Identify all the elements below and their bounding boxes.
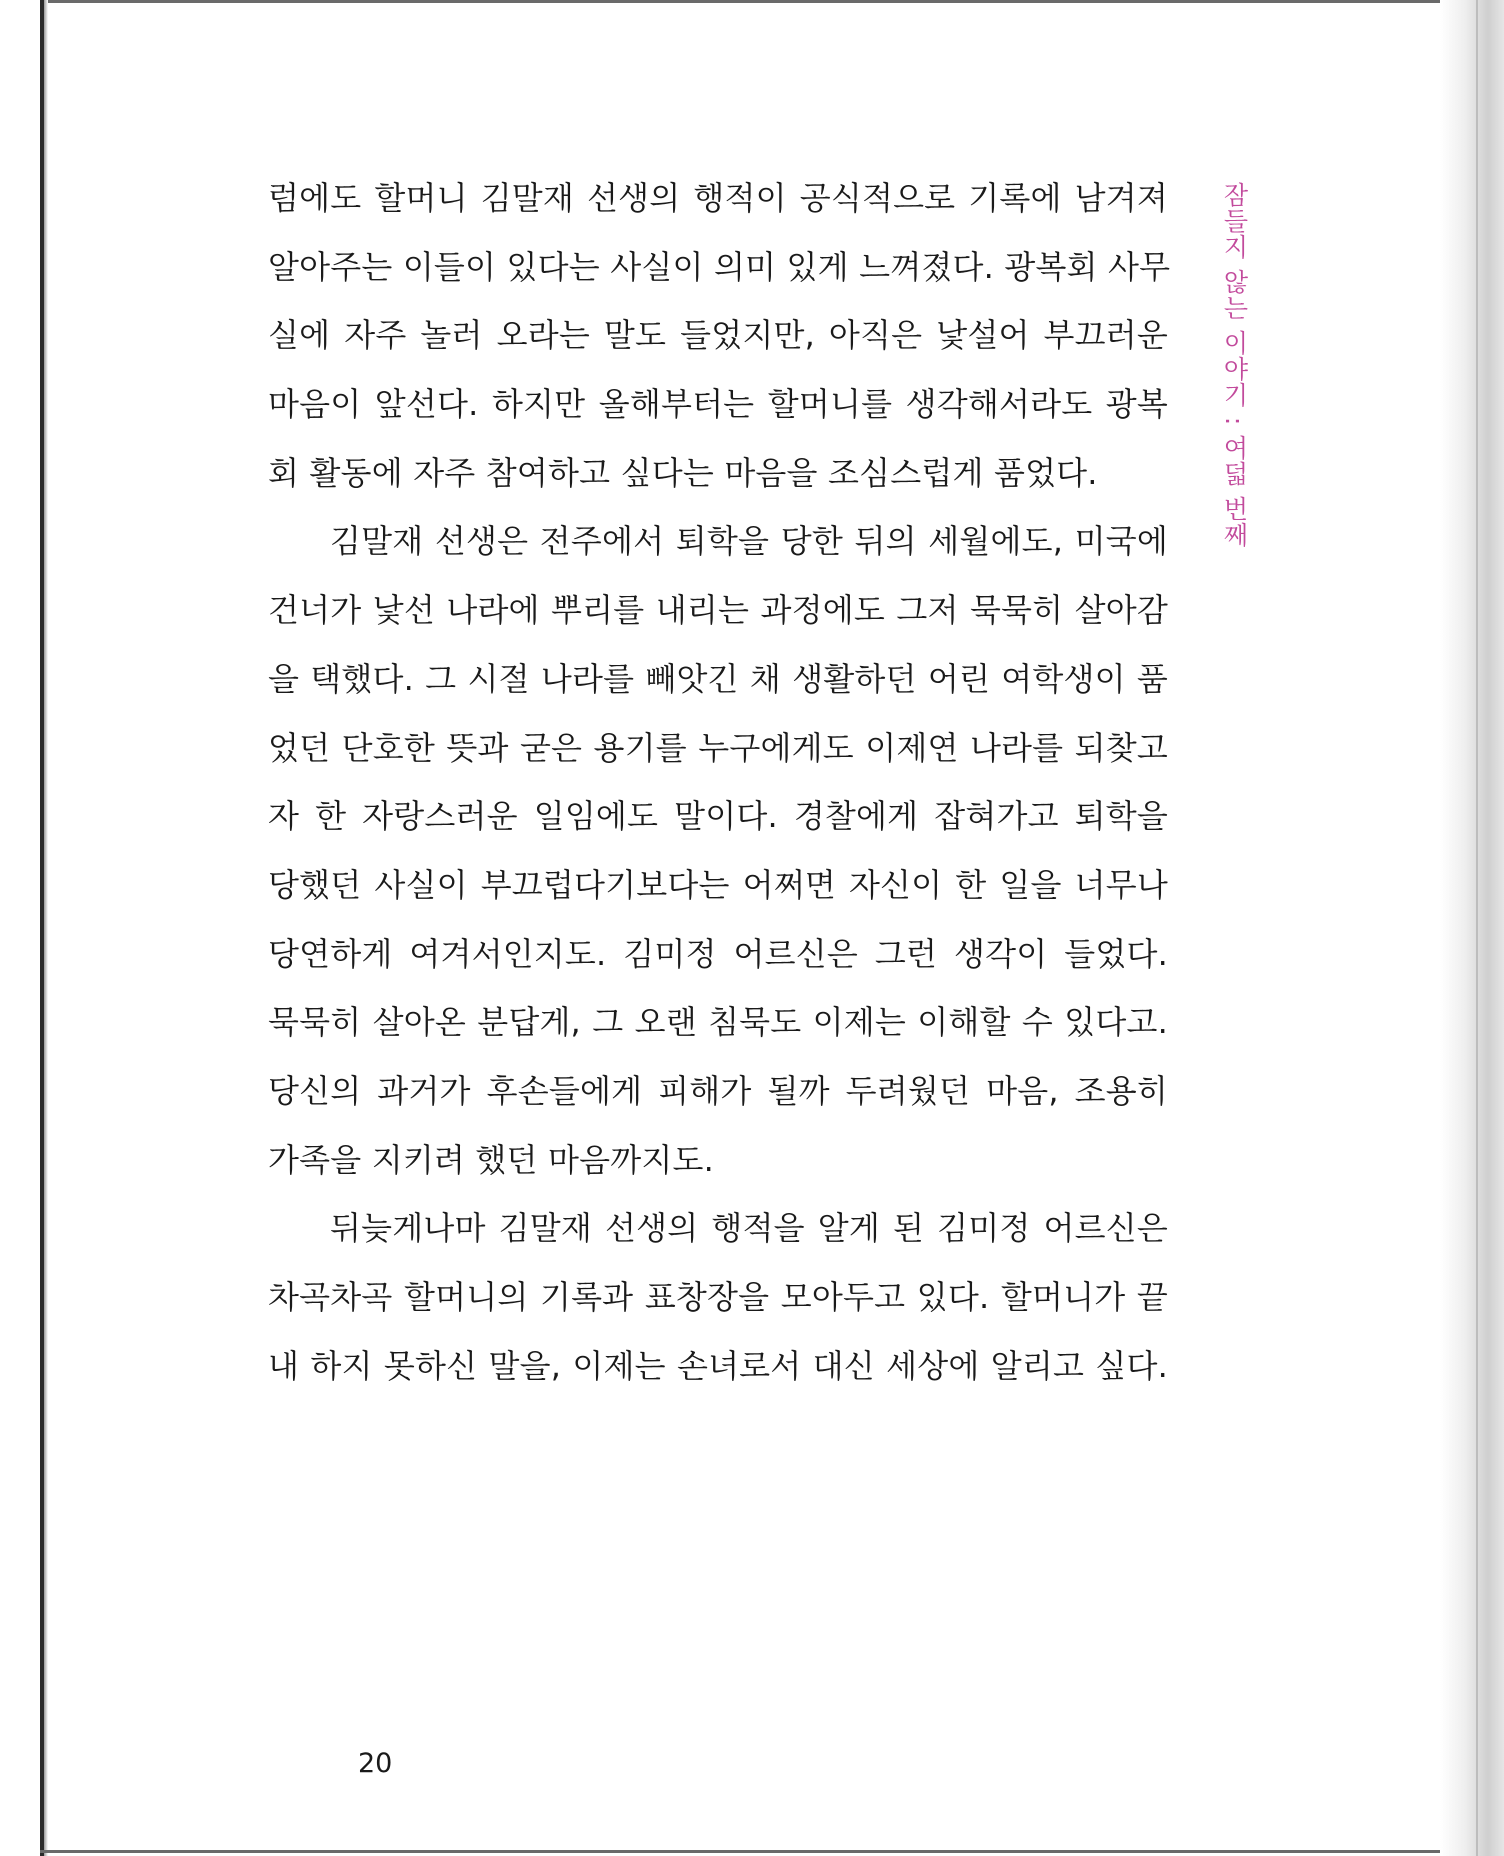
text-line: 알아주는 이들이 있다는 사실이 의미 있게 느껴졌다. 광복회 사무 — [268, 247, 1171, 286]
text-line: 마음이 앞선다. 하지만 올해부터는 할머니를 생각해서라도 광복 — [268, 385, 1168, 424]
text-line: 당신의 과거가 후손들에게 피해가 될까 두려웠던 마음, 조용히 — [268, 1071, 1168, 1110]
text-line: 당했던 사실이 부끄럽다기보다는 어쩌면 자신이 한 일을 너무나 — [268, 865, 1168, 904]
text-line: 김말재 선생은 전주에서 퇴학을 당한 뒤의 세월에도, 미국에 — [330, 522, 1168, 561]
page-left-shadow — [44, 0, 48, 1856]
text-line: 뒤늦게나마 김말재 선생의 행적을 알게 된 김미정 어르신은 — [330, 1209, 1168, 1248]
page-number: 20 — [358, 1748, 393, 1779]
text-line: 을 택했다. 그 시절 나라를 빼앗긴 채 생활하던 어린 여학생이 품 — [268, 659, 1168, 698]
text-line: 자 한 자랑스러운 일임에도 말이다. 경찰에게 잡혀가고 퇴학을 — [268, 797, 1168, 836]
text-line: 회 활동에 자주 참여하고 싶다는 마음을 조심스럽게 품었다. — [268, 453, 1098, 492]
text-line: 차곡차곡 할머니의 기록과 표창장을 모아두고 있다. 할머니가 끝 — [268, 1278, 1168, 1316]
text-line: 가족을 지키려 했던 마음까지도. — [268, 1140, 714, 1179]
text-line: 묵묵히 살아온 분답게, 그 오랜 침묵도 이제는 이해할 수 있다고. — [268, 1003, 1168, 1042]
page-right-edge — [1440, 0, 1504, 1856]
page-bottom-border — [40, 1850, 1480, 1853]
page-right-edge-line — [1476, 0, 1478, 1856]
text-line: 건너가 낯선 나라에 뿌리를 내리는 과정에도 그저 묵묵히 살아감 — [268, 591, 1168, 630]
text-line: 럼에도 할머니 김말재 선생의 행적이 공식적으로 기록에 남겨져 — [268, 179, 1168, 217]
running-head: 잠들지 않는 이야기 : 여덟 번째 — [1220, 182, 1249, 549]
body-text — [268, 170, 1171, 1406]
text-line: 었던 단호한 뜻과 굳은 용기를 누구에게도 이제연 나라를 되찾고 — [268, 728, 1168, 767]
page-top-border — [40, 0, 1480, 3]
text-line: 실에 자주 놀러 오라는 말도 들었지만, 아직은 낯설어 부끄러운 — [268, 316, 1168, 355]
text-line: 내 하지 못하신 말을, 이제는 손녀로서 대신 세상에 알리고 싶다. — [268, 1346, 1168, 1385]
text-line: 당연하게 여겨서인지도. 김미정 어르신은 그런 생각이 들었다. — [268, 934, 1168, 973]
